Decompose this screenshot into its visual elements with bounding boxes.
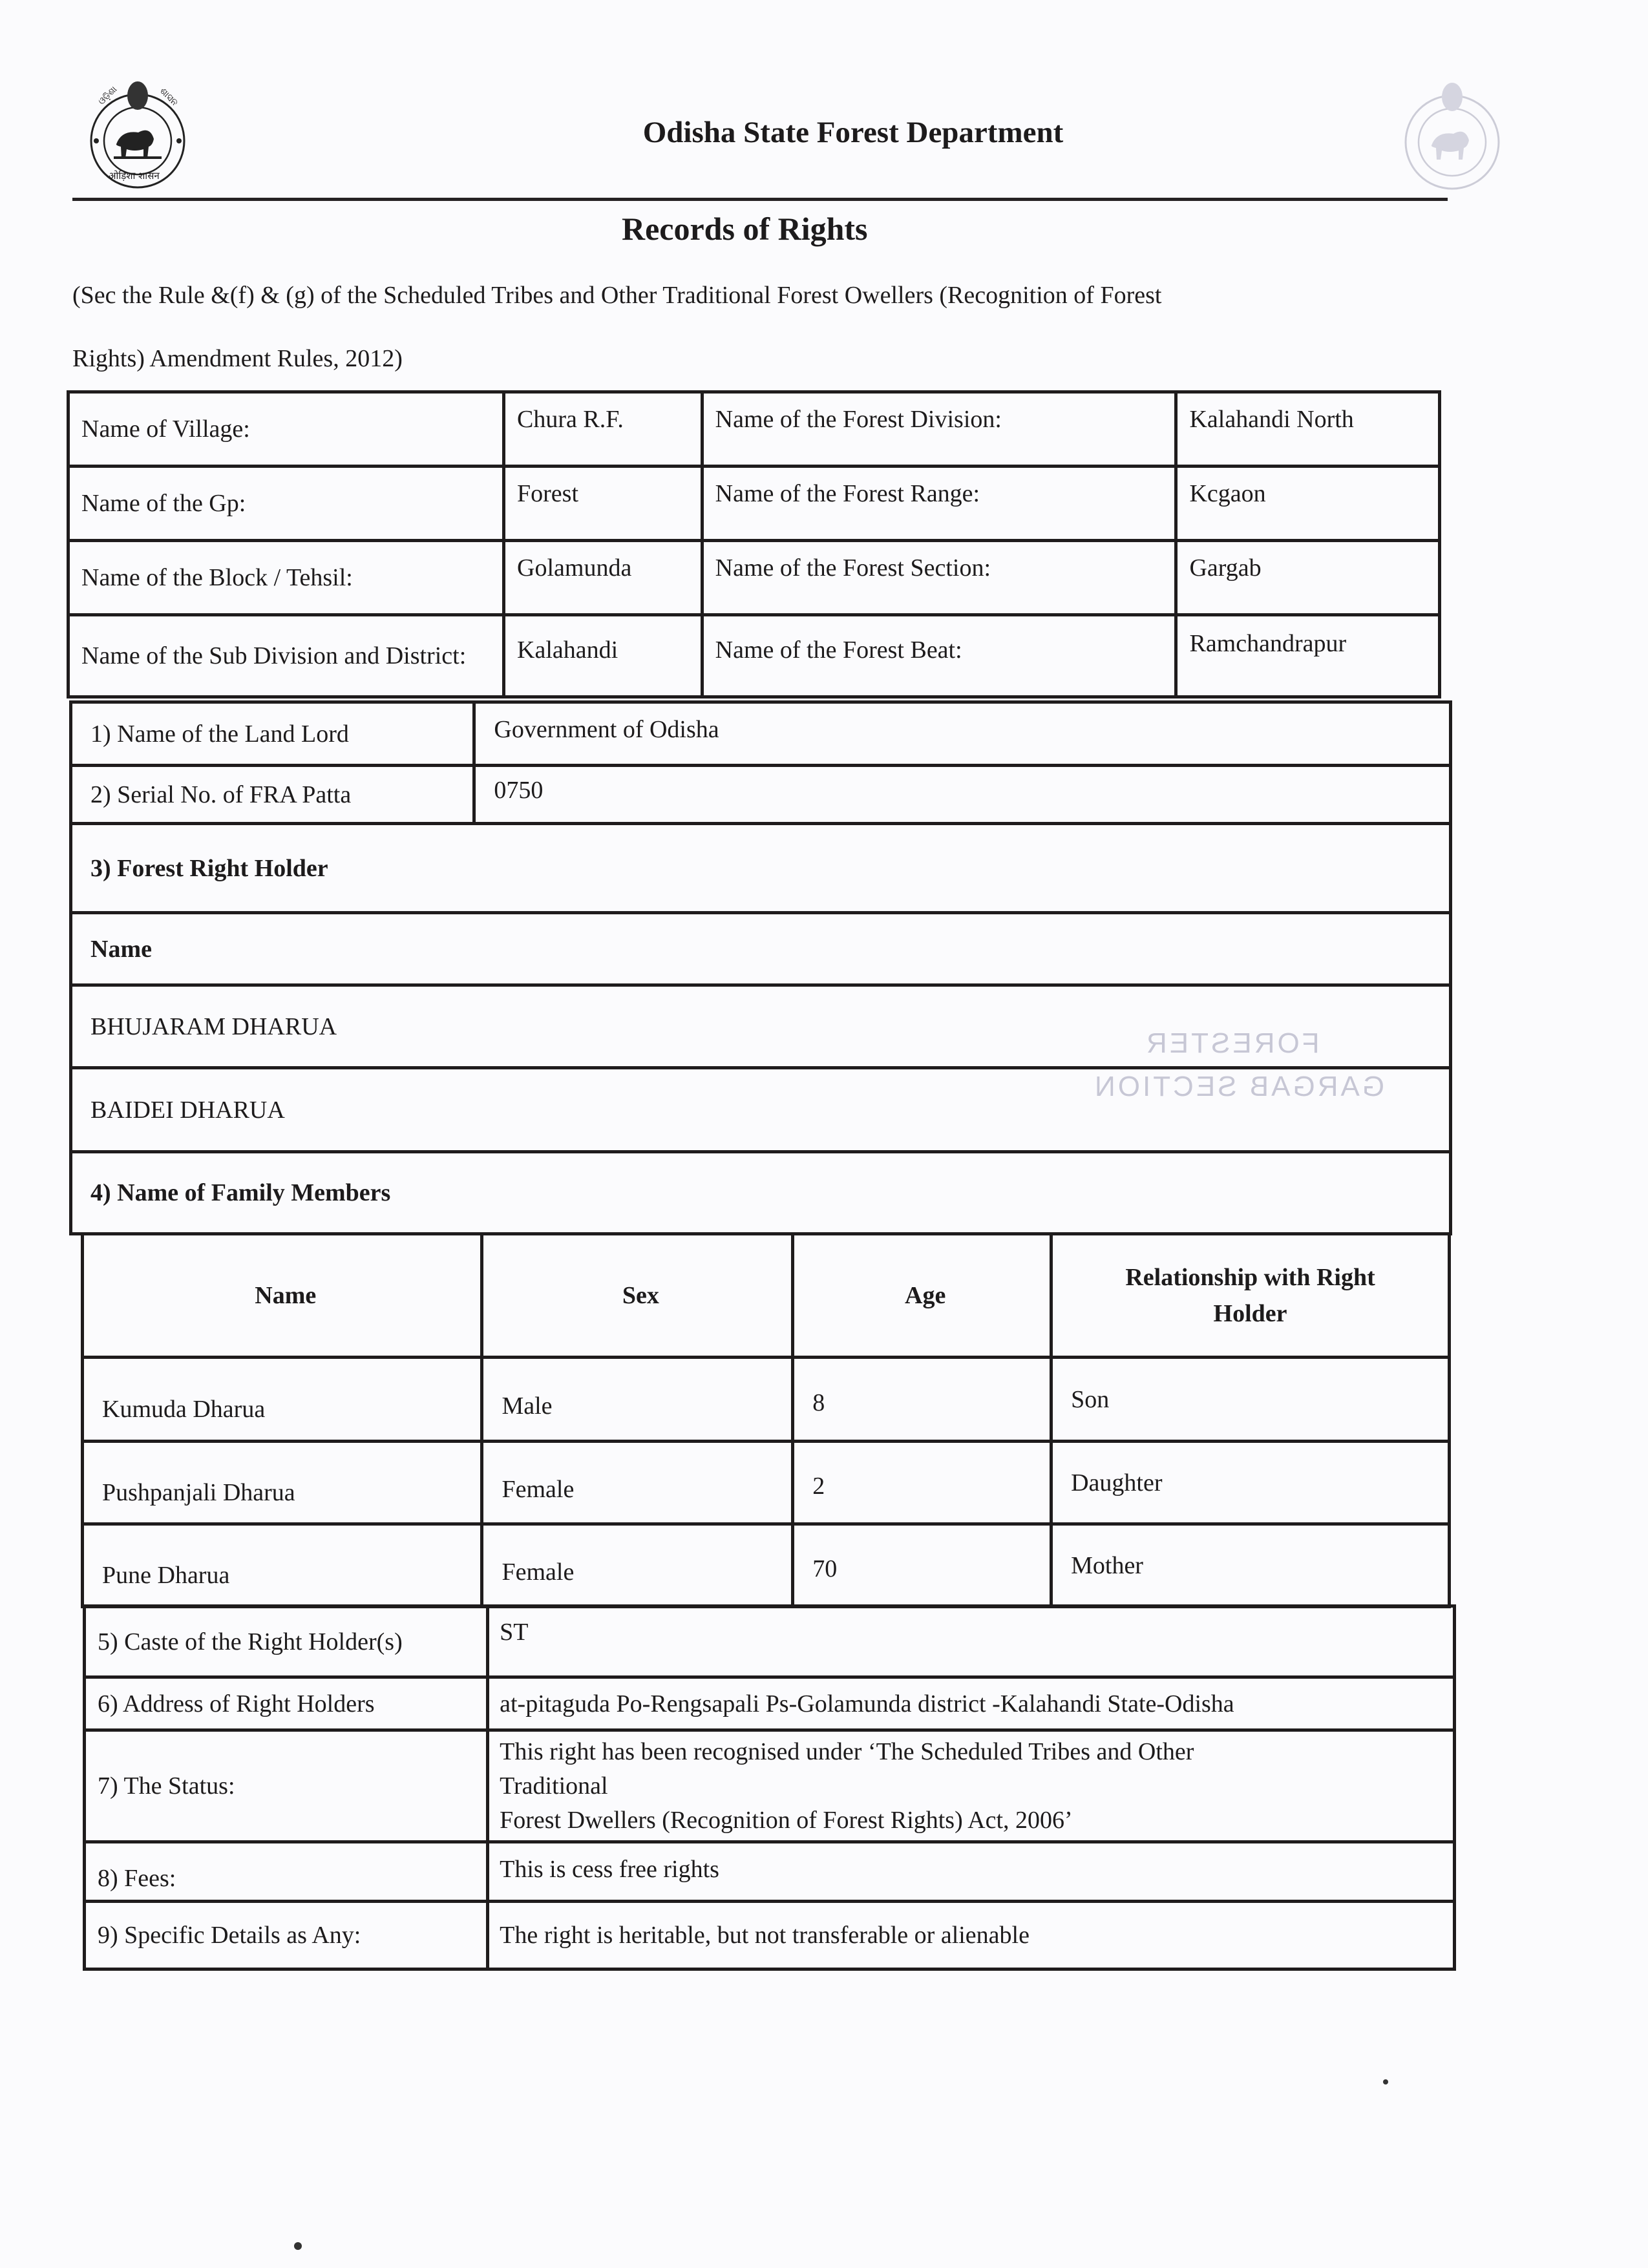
column-header-relationship: Relationship with Right Holder — [1051, 1234, 1450, 1358]
caste-label: 5) Caste of the Right Holder(s) — [85, 1606, 488, 1677]
right-holder-name: BAIDEI DHARUA — [71, 1068, 1451, 1152]
member-sex: Male — [482, 1358, 793, 1442]
member-relationship: Daughter — [1051, 1442, 1450, 1524]
table-row — [85, 1842, 1455, 1902]
table-row — [71, 766, 1451, 824]
column-header-sex: Sex — [482, 1234, 793, 1358]
land-lord-value: Government of Odisha — [474, 702, 1451, 766]
table-row — [71, 913, 1451, 985]
status-label: 7) The Status: — [85, 1730, 488, 1842]
stamp-line-1: FORESTER — [1144, 1027, 1320, 1059]
record-table — [69, 700, 1452, 1235]
rules-subtitle — [72, 264, 1430, 390]
gp-value: Forest — [504, 467, 703, 541]
table-row — [69, 541, 1440, 615]
serial-label: 2) Serial No. of FRA Patta — [71, 766, 474, 824]
fees-label: 8) Fees: — [85, 1842, 488, 1902]
member-age: 2 — [793, 1442, 1051, 1524]
member-age: 70 — [793, 1524, 1051, 1607]
scan-speck — [1383, 2079, 1388, 2084]
name-heading: Name — [71, 913, 1451, 985]
village-value: Chura R.F. — [504, 392, 703, 467]
column-header-age: Age — [793, 1234, 1051, 1358]
forest-beat-label: Name of the Forest Beat: — [702, 615, 1176, 697]
table-row — [71, 1152, 1451, 1234]
caste-value: ST — [488, 1606, 1455, 1677]
table-row — [85, 1902, 1455, 1969]
status-line-3: Forest Dwellers (Recognition of Forest Rights) Act, 2006’ — [500, 1806, 1073, 1834]
status-line-1: This right has been recognised under ‘The Scheduled Tribes and Other — [500, 1738, 1194, 1765]
forest-range-value: Kcgaon — [1176, 467, 1440, 541]
serial-value: 0750 — [474, 766, 1451, 824]
seal-text-top-left: ଓଡ଼ିଶା — [96, 84, 120, 107]
details-table — [83, 1604, 1456, 1971]
gp-label: Name of the Gp: — [69, 467, 504, 541]
family-header-row — [83, 1234, 1450, 1358]
block-label: Name of the Block / Tehsil: — [69, 541, 504, 615]
table-row — [71, 824, 1451, 913]
subtitle-line-1: (Sec the Rule &(f) & (g) of the Scheduled Tribes and Other Traditional Forest Owellers (Recognition of Forest — [72, 282, 1162, 309]
subdivision-label: Name of the Sub Division and District: — [69, 615, 504, 697]
land-lord-label: 1) Name of the Land Lord — [71, 702, 474, 766]
header-rule — [72, 198, 1448, 201]
table-row — [85, 1606, 1455, 1677]
scan-speck — [294, 2242, 302, 2250]
village-label: Name of Village: — [69, 392, 504, 467]
department-title: Odisha State Forest Department — [642, 116, 1064, 149]
family-heading: 4) Name of Family Members — [71, 1152, 1451, 1234]
member-relationship: Mother — [1051, 1524, 1450, 1607]
column-header-name: Name — [83, 1234, 482, 1358]
subdivision-value: Kalahandi — [504, 615, 703, 697]
member-name: Kumuda Dharua — [83, 1358, 482, 1442]
family-row — [83, 1524, 1450, 1607]
status-line-2: Traditional — [500, 1772, 608, 1800]
location-table — [67, 390, 1441, 698]
block-value: Golamunda — [504, 541, 703, 615]
table-row — [85, 1677, 1455, 1730]
forest-division-value: Kalahandi North — [1176, 392, 1440, 467]
member-name: Pushpanjali Dharua — [83, 1442, 482, 1524]
details-label: 9) Specific Details as Any: — [85, 1902, 488, 1969]
member-sex: Female — [482, 1442, 793, 1524]
table-row — [69, 615, 1440, 697]
status-value — [488, 1730, 1455, 1842]
table-row — [71, 985, 1451, 1068]
subtitle-line-2: Rights) Amendment Rules, 2012) — [72, 345, 403, 372]
right-holder-heading: 3) Forest Right Holder — [71, 824, 1451, 913]
member-name: Pune Dharua — [83, 1524, 482, 1607]
member-age: 8 — [793, 1358, 1051, 1442]
family-row — [83, 1442, 1450, 1524]
table-row — [69, 467, 1440, 541]
stamp-line-2: GARGAB SECTION — [1092, 1071, 1385, 1102]
document-title: Records of Rights — [622, 211, 868, 247]
family-members-table — [81, 1232, 1451, 1608]
seal-text-bottom: ओड़िशा शासन — [109, 170, 160, 182]
forest-section-label: Name of the Forest Section: — [702, 541, 1176, 615]
member-sex: Female — [482, 1524, 793, 1607]
address-value: at-pitaguda Po-Rengsapali Ps-Golamunda district -Kalahandi State-Odisha — [488, 1677, 1455, 1730]
forest-beat-value: Ramchandrapur — [1176, 615, 1440, 697]
table-row — [85, 1730, 1455, 1842]
member-relationship: Son — [1051, 1358, 1450, 1442]
forest-division-label: Name of the Forest Division: — [702, 392, 1176, 467]
address-label: 6) Address of Right Holders — [85, 1677, 488, 1730]
table-row — [69, 392, 1440, 467]
family-row — [83, 1358, 1450, 1442]
forest-range-label: Name of the Forest Range: — [702, 467, 1176, 541]
details-value: The right is heritable, but not transferable or alienable — [488, 1902, 1455, 1969]
forest-section-value: Gargab — [1176, 541, 1440, 615]
seal-text-top-right: ଶାସନ — [158, 85, 180, 109]
fees-value: This is cess free rights — [488, 1842, 1455, 1902]
right-holder-name: BHUJARAM DHARUA — [71, 985, 1451, 1068]
table-row — [71, 702, 1451, 766]
table-row — [71, 1068, 1451, 1152]
